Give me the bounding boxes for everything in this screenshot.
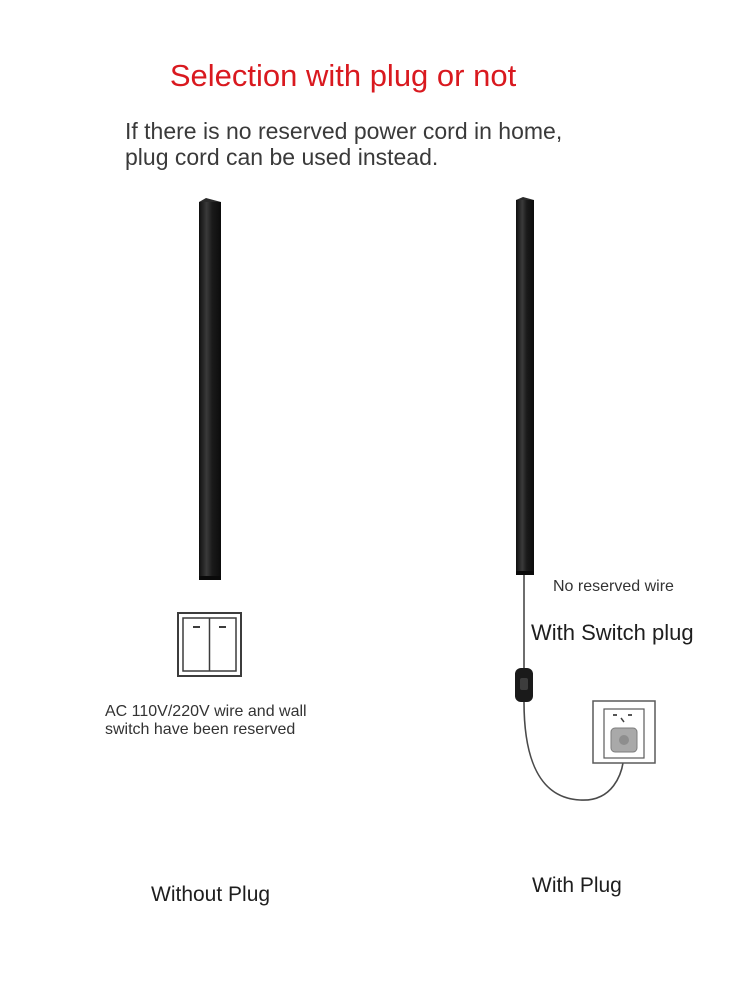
switch-plug-label: With Switch plug <box>531 620 694 645</box>
subtitle-line-1: If there is no reserved power cord in home, <box>125 118 563 144</box>
reserved-wire-caption <box>105 703 385 739</box>
with-plug-label: With Plug <box>532 874 622 897</box>
no-reserved-wire-note: No reserved wire <box>553 578 674 595</box>
without-plug-label: Without Plug <box>151 883 271 906</box>
caption-line-2: switch have been reserved <box>105 721 296 738</box>
caption-line-1: AC 110V/220V wire and wall <box>105 703 307 720</box>
inline-switch-icon <box>515 668 533 702</box>
wall-switch-icon <box>178 613 241 676</box>
left-light-bar <box>199 198 221 580</box>
right-light-bar <box>516 197 534 575</box>
page-title: Selection with plug or not <box>169 58 517 93</box>
power-cord <box>524 575 624 800</box>
subtitle-line-2: plug cord can be used instead. <box>125 144 439 170</box>
wall-socket-icon <box>593 701 655 763</box>
